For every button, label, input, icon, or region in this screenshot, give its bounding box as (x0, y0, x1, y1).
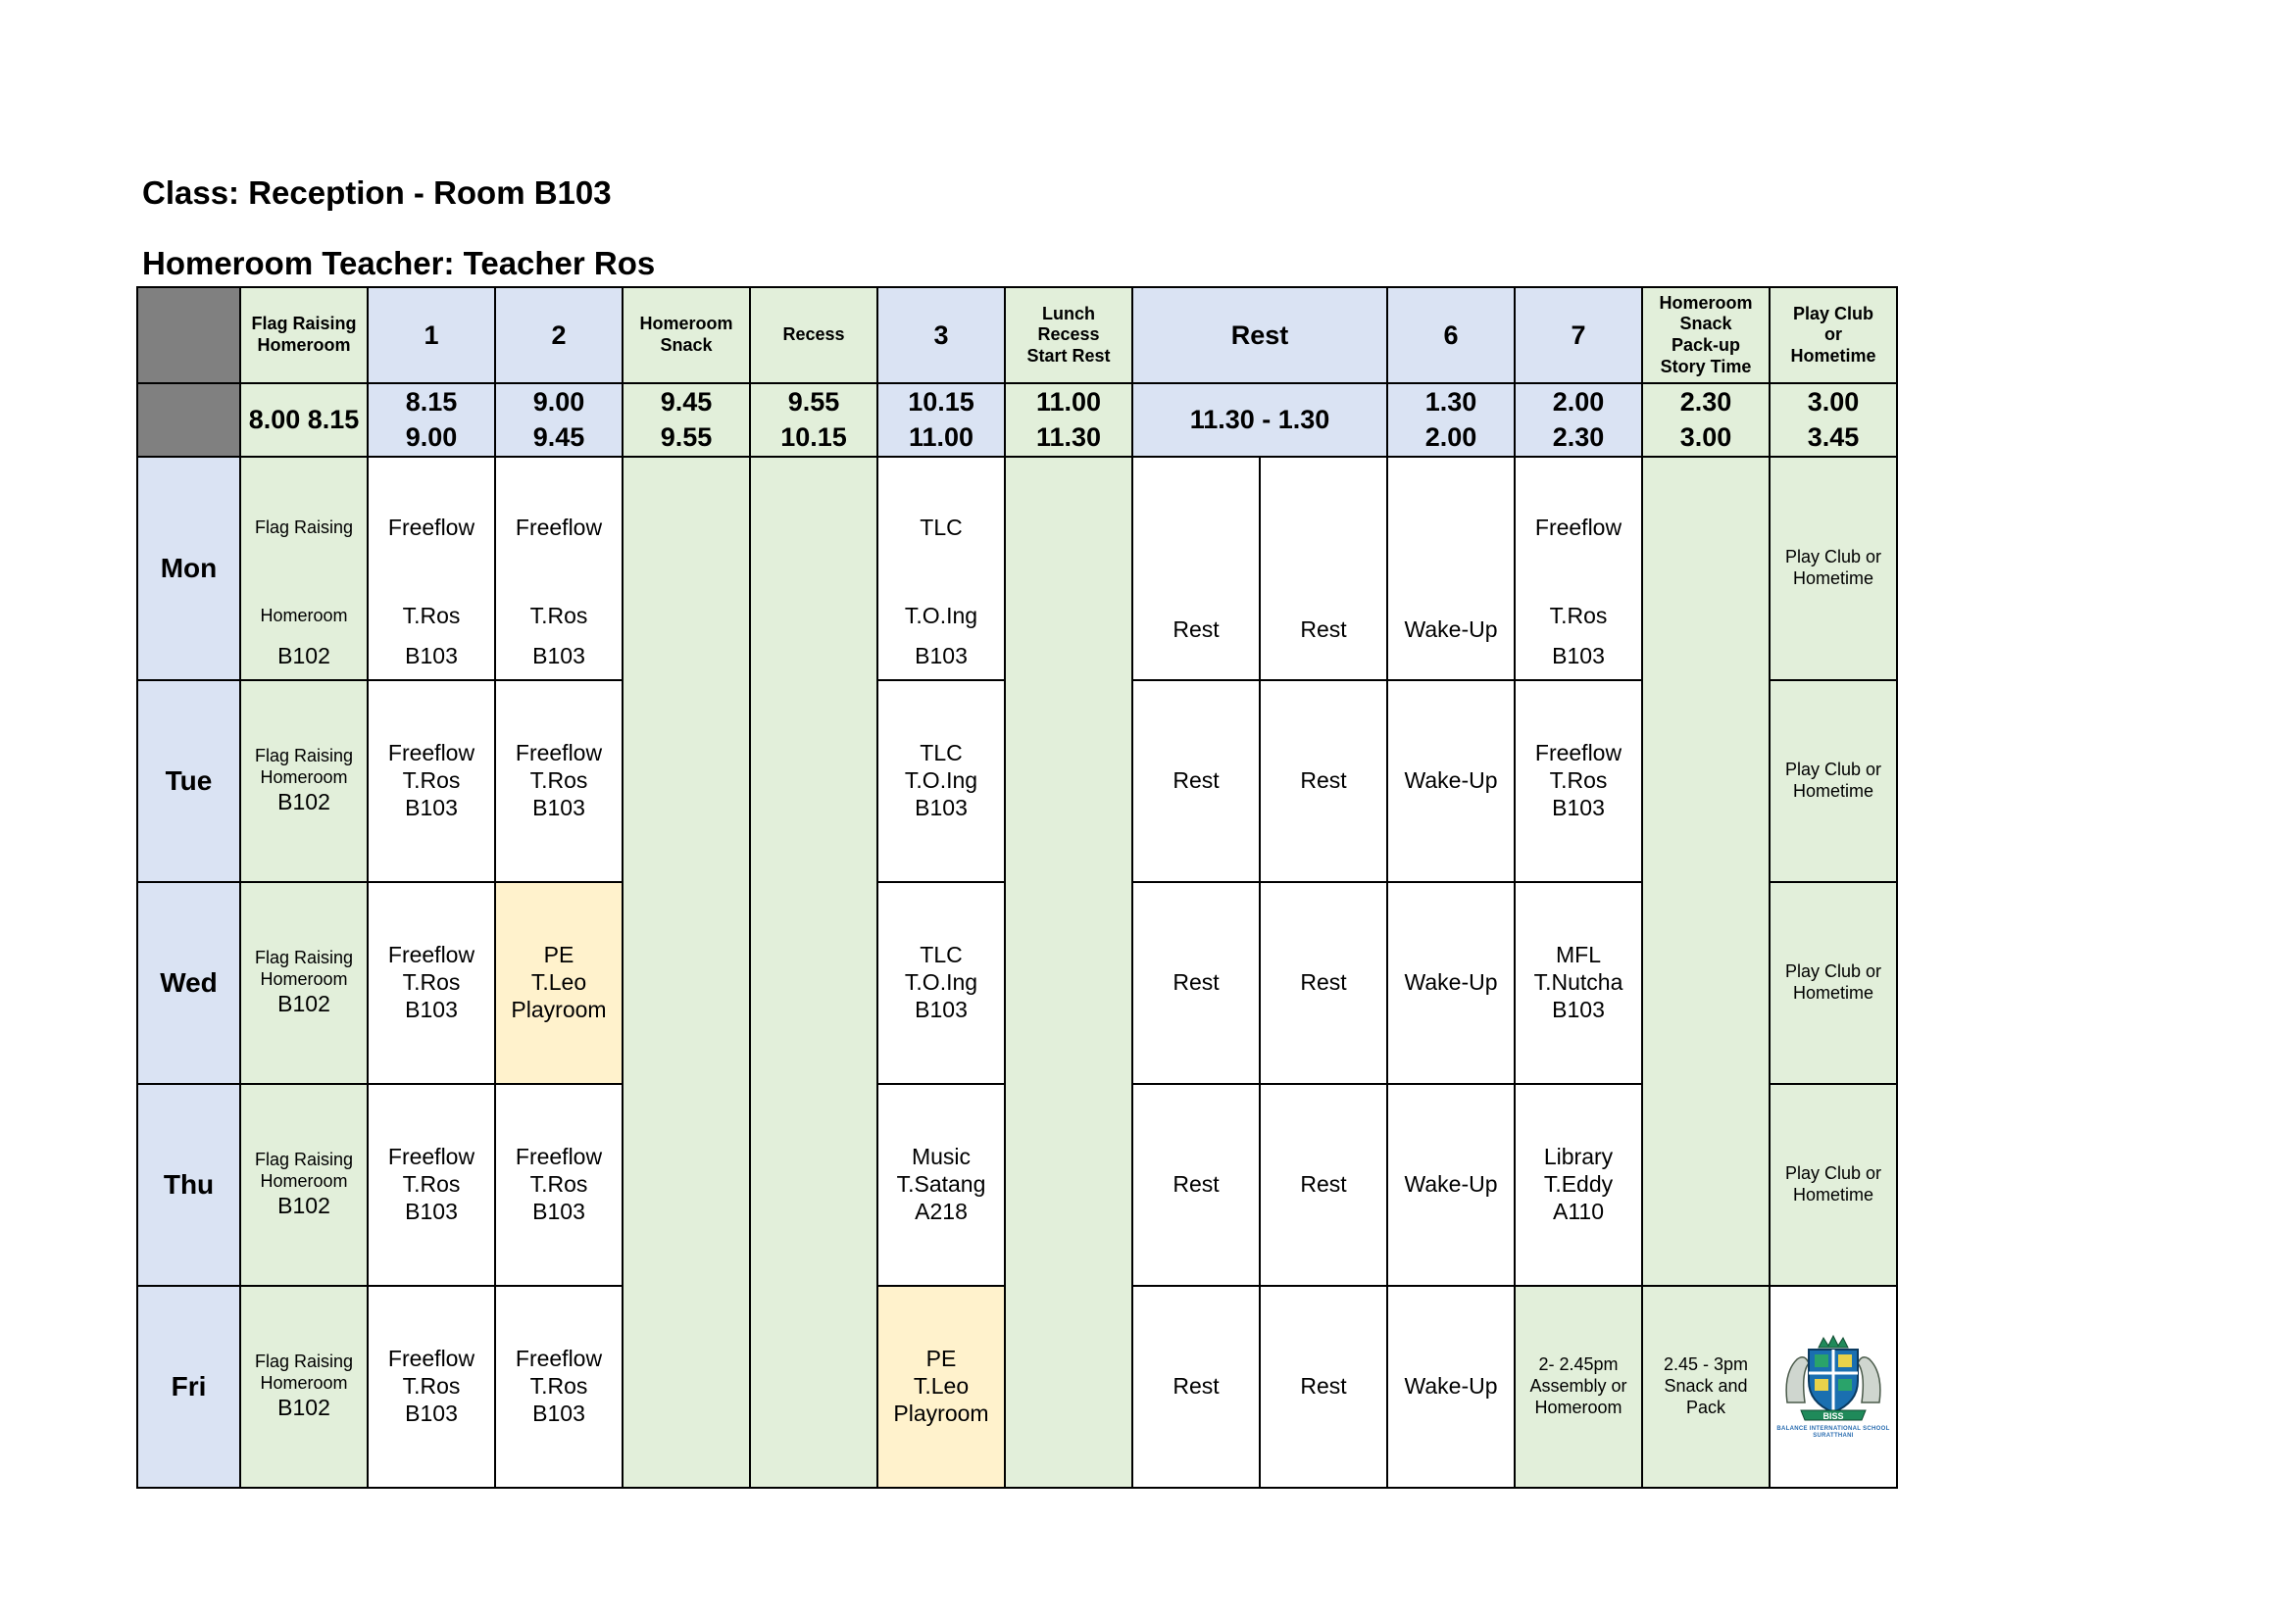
time-lunch-recess: 11.00 11.30 (1005, 383, 1132, 457)
period-6-cell: Wake-Up (1387, 680, 1515, 882)
assembly-cell: 2- 2.45pm Assembly or Homeroom (1515, 1286, 1642, 1488)
period-6-cell: Wake-Up (1387, 1286, 1515, 1488)
corner-cell (137, 287, 240, 383)
day-label: Tue (137, 680, 240, 882)
class-title: Class: Reception - Room B103 (142, 174, 612, 211)
period-header-row (137, 287, 1897, 383)
header-flag-raising: Flag Raising Homeroom (240, 287, 368, 383)
lunch-recess-block (1005, 457, 1132, 1488)
time-recess: 9.55 10.15 (750, 383, 877, 457)
period-3-cell: PE T.Leo Playroom (877, 1286, 1005, 1488)
period-1-cell: Freeflow T.Ros B103 (368, 882, 495, 1084)
period-6-cell: Wake-Up (1387, 882, 1515, 1084)
flag-raising-cell: Flag Raising Homeroom B102 (240, 882, 368, 1084)
rest-cell-a: Rest (1132, 882, 1260, 1084)
period-7-cell: Freeflow T.Ros B103 (1515, 680, 1642, 882)
period-2-cell: Freeflow T.Ros B103 (495, 1084, 623, 1286)
header-rest: Rest (1132, 287, 1387, 383)
period-2-cell: Freeflow T.Ros B103 (495, 1286, 623, 1488)
homeroom-teacher-title: Homeroom Teacher: Teacher Ros (142, 245, 656, 281)
time-period-1: 8.15 9.00 (368, 383, 495, 457)
timetable (136, 286, 1898, 1489)
rest-cell-b: Rest (1260, 882, 1387, 1084)
period-6-cell: Wake-Up (1387, 457, 1515, 680)
day-label: Mon (137, 457, 240, 680)
period-7-cell: Freeflow T.Ros B103 (1515, 457, 1642, 680)
svg-text:BISS: BISS (1822, 1410, 1844, 1421)
day-row-mon (137, 457, 1897, 680)
rest-cell-a: Rest (1132, 680, 1260, 882)
homeroom-snack-block (623, 457, 750, 1488)
school-logo (1771, 1334, 1896, 1440)
period-3-cell: TLC T.O.Ing B103 (877, 457, 1005, 680)
header-period-2: 2 (495, 287, 623, 383)
play-club-cell: Play Club or Hometime (1770, 457, 1897, 680)
play-club-cell: Play Club or Hometime (1770, 1084, 1897, 1286)
flag-raising-cell: Flag Raising Homeroom B102 (240, 1286, 368, 1488)
period-1-cell: Freeflow T.Ros B103 (368, 1286, 495, 1488)
period-1-cell: Freeflow T.Ros B103 (368, 1084, 495, 1286)
snack-pack-cell: 2.45 - 3pm Snack and Pack (1642, 1286, 1770, 1488)
header-period-6: 6 (1387, 287, 1515, 383)
play-club-cell: Play Club or Hometime (1770, 680, 1897, 882)
rest-cell-b: Rest (1260, 1286, 1387, 1488)
school-logo-cell (1770, 1286, 1897, 1488)
flag-raising-cell: Flag Raising Homeroom B102 (240, 457, 368, 680)
rest-cell-a: Rest (1132, 457, 1260, 680)
homeroom-story-block (1642, 457, 1770, 1286)
flag-raising-cell: Flag Raising Homeroom B102 (240, 1084, 368, 1286)
period-6-cell: Wake-Up (1387, 1084, 1515, 1286)
rest-cell-b: Rest (1260, 457, 1387, 680)
period-7-cell: MFL T.Nutcha B103 (1515, 882, 1642, 1084)
period-2-cell: Freeflow T.Ros B103 (495, 680, 623, 882)
header-period-7: 7 (1515, 287, 1642, 383)
time-play-club: 3.00 3.45 (1770, 383, 1897, 457)
header-homeroom-story-time: Homeroom Snack Pack-up Story Time (1642, 287, 1770, 383)
rest-cell-b: Rest (1260, 1084, 1387, 1286)
period-7-cell: Library T.Eddy A110 (1515, 1084, 1642, 1286)
corner-cell-times (137, 383, 240, 457)
time-period-6: 1.30 2.00 (1387, 383, 1515, 457)
period-1-cell: Freeflow T.Ros B103 (368, 457, 495, 680)
header-play-club: Play Club or Hometime (1770, 287, 1897, 383)
period-2-cell: Freeflow T.Ros B103 (495, 457, 623, 680)
recess-block (750, 457, 877, 1488)
day-label: Wed (137, 882, 240, 1084)
rest-cell-a: Rest (1132, 1286, 1260, 1488)
period-3-cell: Music T.Satang A218 (877, 1084, 1005, 1286)
crest-icon (1779, 1334, 1887, 1424)
school-logo-caption: BALANCE INTERNATIONAL SCHOOL SURATTHANI (1776, 1425, 1890, 1439)
time-period-7: 2.00 2.30 (1515, 383, 1642, 457)
period-1-cell: Freeflow T.Ros B103 (368, 680, 495, 882)
time-homeroom-story: 2.30 3.00 (1642, 383, 1770, 457)
time-header-row (137, 383, 1897, 457)
header-lunch-recess: Lunch Recess Start Rest (1005, 287, 1132, 383)
rest-cell-b: Rest (1260, 680, 1387, 882)
time-rest: 11.30 - 1.30 (1132, 383, 1387, 457)
day-label: Fri (137, 1286, 240, 1488)
header-recess: Recess (750, 287, 877, 383)
time-flag-raising: 8.00 8.15 (240, 383, 368, 457)
flag-raising-cell: Flag Raising Homeroom B102 (240, 680, 368, 882)
period-2-cell: PE T.Leo Playroom (495, 882, 623, 1084)
time-homeroom-snack: 9.45 9.55 (623, 383, 750, 457)
header-period-3: 3 (877, 287, 1005, 383)
header-period-1: 1 (368, 287, 495, 383)
time-period-3: 10.15 11.00 (877, 383, 1005, 457)
period-3-cell: TLC T.O.Ing B103 (877, 882, 1005, 1084)
rest-cell-a: Rest (1132, 1084, 1260, 1286)
period-3-cell: TLC T.O.Ing B103 (877, 680, 1005, 882)
time-period-2: 9.00 9.45 (495, 383, 623, 457)
play-club-cell: Play Club or Hometime (1770, 882, 1897, 1084)
header-homeroom-snack: Homeroom Snack (623, 287, 750, 383)
day-label: Thu (137, 1084, 240, 1286)
